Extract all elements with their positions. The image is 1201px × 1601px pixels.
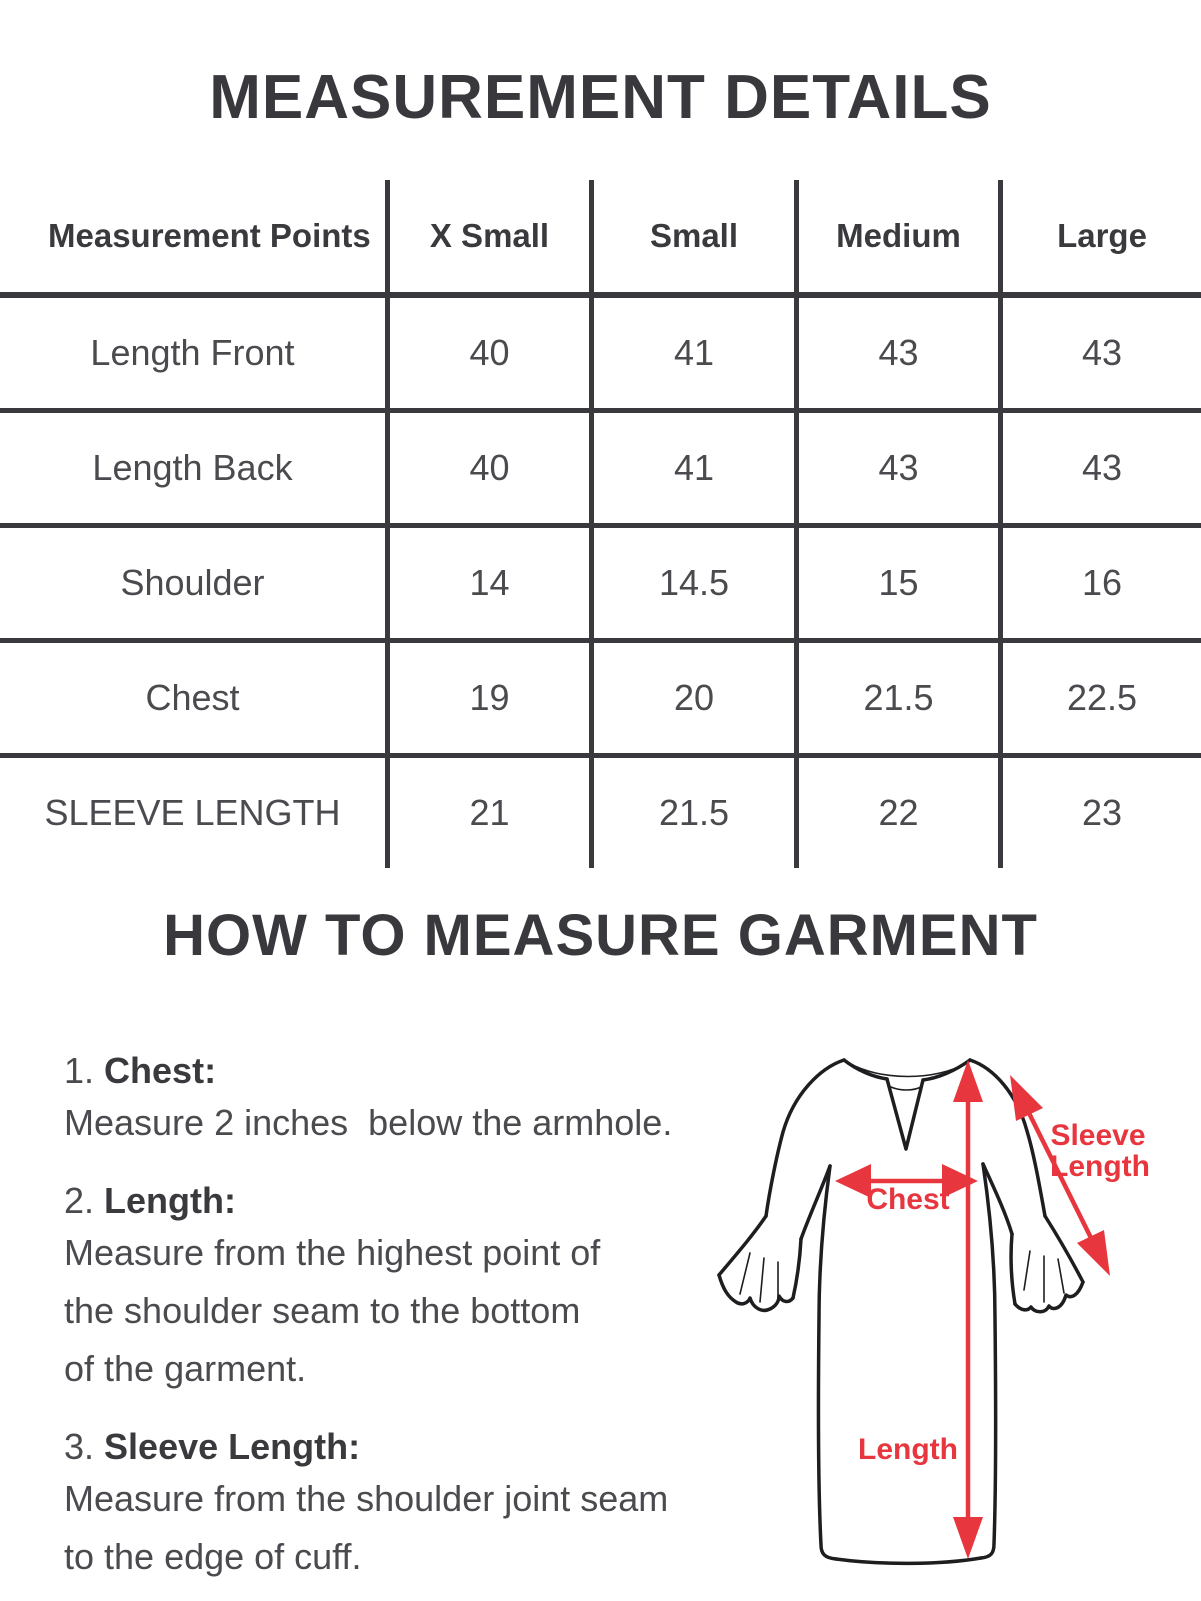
cell-value: 40 [390,298,594,408]
cell-value: 41 [594,298,799,408]
row-label: Length Front [0,298,390,408]
step-text-line: Measure from the highest point of [64,1232,601,1273]
step-number: 1. [64,1050,95,1091]
measure-instructions [64,1048,724,1601]
cell-value: 21.5 [799,643,1003,753]
step-chest [64,1048,724,1152]
step-length [64,1178,724,1398]
cell-value: 16 [1081,562,1123,603]
cell-value: 43 [799,298,1003,408]
cell-value: 21.5 [594,758,799,868]
table-row [0,528,1201,643]
dress-illustration [719,1060,1083,1563]
step-text-line: of the garment. [64,1348,307,1389]
header-small: Small [594,180,799,292]
cell-value: 15 [799,528,1003,638]
cell-value: 19 [390,643,594,753]
header-large: Large [1057,217,1147,254]
table-row [0,298,1201,413]
chest-arrow-label: Chest [866,1183,950,1216]
cell-value: 14 [390,528,594,638]
sleeve-arrow-label-line2: Length [1050,1150,1150,1183]
cell-value: 22.5 [1066,677,1138,718]
row-label: Length Back [0,413,390,523]
row-label: SLEEVE LENGTH [0,758,390,868]
row-label: Shoulder [0,528,390,638]
cell-value: 14.5 [594,528,799,638]
step-sleeve-length [64,1424,724,1586]
cell-value: 43 [799,413,1003,523]
table-row [0,643,1201,758]
step-text-line: Measure from the shoulder joint seam [64,1478,669,1519]
cell-value: 20 [594,643,799,753]
arrow-up-left-icon [1010,1075,1043,1121]
page-title: MEASUREMENT DETAILS [209,63,992,132]
cell-value: 41 [594,413,799,523]
sleeve-arrow-label-line1: Sleeve [1050,1119,1146,1152]
step-label: Length: [104,1180,237,1221]
table-row [0,758,1201,868]
cell-value: 21 [390,758,594,868]
step-text-line: Measure 2 inches below the armhole. [64,1102,673,1143]
step-text-line: the shoulder seam to the bottom [64,1290,581,1331]
table-row [0,413,1201,528]
measurement-table [0,180,1201,868]
header-x-small: X Small [390,180,594,292]
step-label: Sleeve Length: [104,1426,361,1467]
arrow-down-icon [953,1517,983,1559]
cell-value: 23 [1081,792,1123,833]
cell-value: 43 [1081,447,1123,488]
garment-diagram [690,1018,1160,1593]
cell-value: 40 [390,413,594,523]
header-measurement-points: Measurement Points [0,180,390,292]
step-number: 2. [64,1180,95,1221]
how-to-measure-title: HOW TO MEASURE GARMENT [163,903,1038,968]
row-label: Chest [0,643,390,753]
step-text-line: to the edge of cuff. [64,1536,362,1577]
arrow-down-right-icon [1077,1230,1110,1276]
step-label: Chest: [104,1050,217,1091]
cell-value: 22 [799,758,1003,868]
table-header-row [0,180,1201,298]
header-medium: Medium [799,180,1003,292]
length-arrow-label: Length [858,1433,958,1466]
length-arrow [953,1060,983,1559]
cell-value: 43 [1081,332,1123,373]
step-number: 3. [64,1426,95,1467]
